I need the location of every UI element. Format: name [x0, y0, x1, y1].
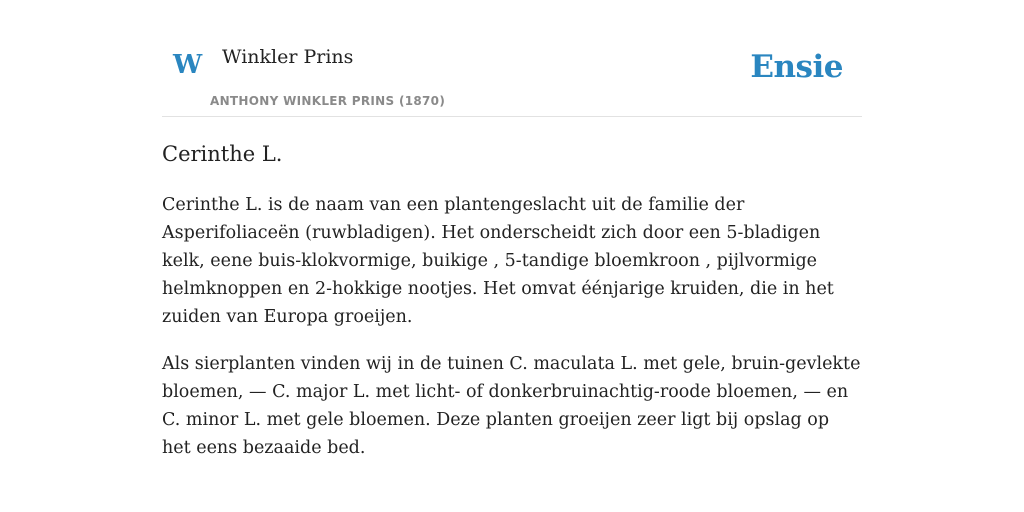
- source-title[interactable]: Winkler Prins: [222, 46, 354, 68]
- entry-title: Cerinthe L.: [162, 142, 283, 166]
- source-header: [162, 0, 862, 117]
- source-subtitle: ANTHONY WINKLER PRINS (1870): [210, 94, 446, 108]
- source-logo[interactable]: W: [173, 50, 203, 80]
- entry-paragraph-1: Cerinthe L. is de naam van een plantengeslacht uit de familie der Asperifoliaceën (ruwbladigen). Het onderscheidt zich door een 5-bladigen kelk, eene buis-klokvormige, buikige , 5-tandige bloemkroon , pijlvormige helmknoppen en 2-hokkige nootjes. Het omvat éénjarige kruiden, die in het zuiden van Europa groeijen.: [162, 195, 834, 328]
- brand-logo[interactable]: Ensie: [750, 49, 843, 85]
- entry-content: [162, 140, 862, 481]
- entry-paragraph-2: Als sierplanten vinden wij in de tuinen C. maculata L. met gele, bruin-gevlekte bloemen, — C. major L. met licht- of donkerbruinachtig-roode bloemen, — en C. minor L. met gele bloemen. Deze planten groeijen zeer ligt bij opslag op het eens bezaaide bed.: [162, 354, 861, 459]
